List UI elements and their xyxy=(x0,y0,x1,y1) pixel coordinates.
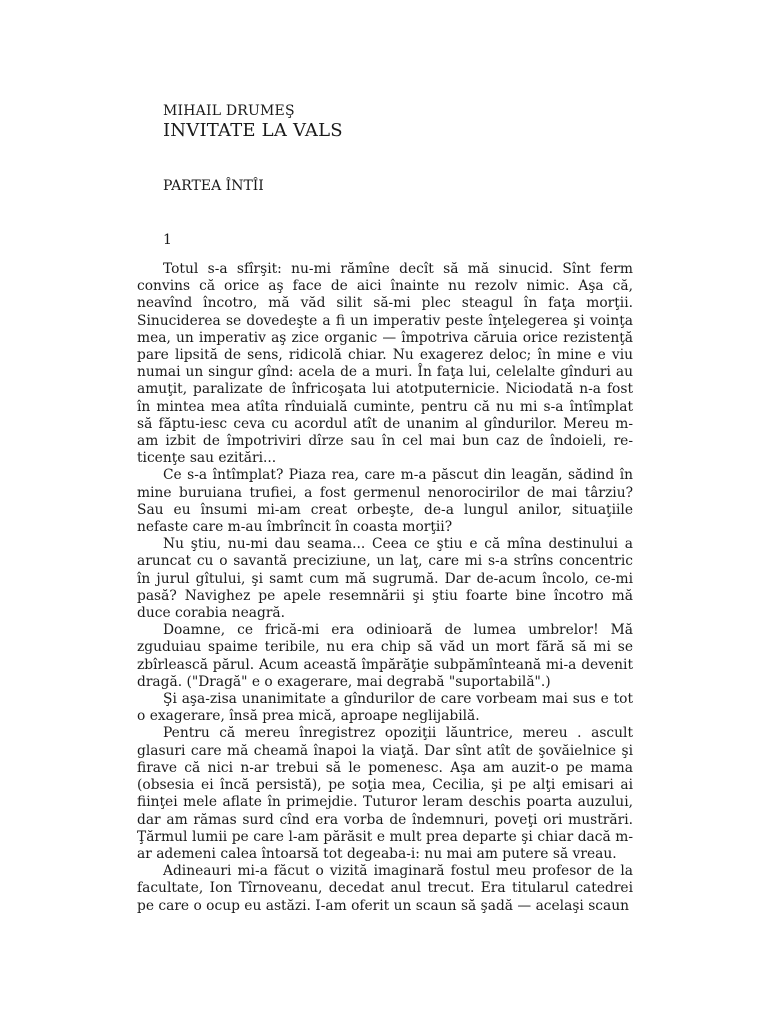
author-name: MIHAIL DRUMEŞ xyxy=(163,103,295,119)
paragraph: Pentru că mereu înregistrez opoziţii lăuntrice, mereu . ascult glasuri care mă cheamă înapoi la viaţă. Dar sînt atît de şovăielnice şi firave că nici n-ar trebui să le pomenesc. Aşa am auzit-o pe mama (obsesia ei încă persistă), pe soţia mea, Cecilia, şi pe alţi emisari ai fiinţei mele aflate în primejdie. Tuturor leram deschis poarta auzului, dar am rămas surd cînd era vorba de îndemnuri, poveţi ori mustrări. Ţărmul lumii pe care l-am părăsit e mult prea departe şi chiar dacă m-ar ademeni calea întoarsă tot degeaba-i: nu mai am putere să vreau. xyxy=(137,725,633,862)
paragraph: Totul s-a sfîrşit: nu-mi rămîne decît să mă sinucid. Sînt ferm convins că orice aş face de aici înainte nu rezolv nimic. Aşa că, neavînd încotro, mă văd silit să-mi plec steagul în faţa morţii. Sinuciderea se dovedeşte a fi un imperativ peste înţelegerea şi voinţa mea, un imperativ aş zice organic — împotriva căruia orice rezistenţă pare lipsită de sens, ridicolă chiar. Nu exagerez deloc; în mine e viu numai un singur gînd: acela de a muri. În faţa lui, celelalte gînduri au amuţit, paralizate de înfricoşata lui atotputernicie. Niciodată n-a fost în mintea mea atîta rînduială cuminte, pentru că nu mi s-a întîmplat să făptu-iesc ceva cu acordul atît de unanim al gîndurilor. Mereu m-am izbit de împotriviri dîrze sau în cel mai bun caz de îndoieli, re-ticenţe sau ezitări... xyxy=(137,261,633,467)
chapter-number: 1 xyxy=(163,232,172,248)
book-title: INVITATE LA VALS xyxy=(163,120,343,141)
part-heading: PARTEA ÎNTÎI xyxy=(163,178,264,194)
paragraph: Ce s-a întîmplat? Piaza rea, care m-a păscut din leagăn, sădind în mine buruiana trufiei, a fost germenul nenorocirilor de mai târziu? Sau eu însumi mi-am creat orbeşte, de-a lungul anilor, situaţiile nefaste care m-au îmbrîncit în coasta morţii? xyxy=(137,467,633,536)
paragraph: Şi aşa-zisa unanimitate a gîndurilor de care vorbeam mai sus e tot o exagerare, însă prea mică, aproape neglijabilă. xyxy=(137,691,633,725)
paragraph: Nu ştiu, nu-mi dau seama... Ceea ce ştiu e că mîna destinului a aruncat cu o savantă preciziune, un laţ, care mi s-a strîns concentric în jurul gîtului, şi samt cum mă sugrumă. Dar de-acum încolo, ce-mi pasă? Navighez pe apele resemnării şi ştiu foarte bine încotro mă duce corabia neagră. xyxy=(137,536,633,622)
body-text xyxy=(137,261,633,915)
paragraph: Doamne, ce frică-mi era odinioară de lumea umbrelor! Mă zguduiau spaime teribile, nu era chip să văd un mort fără să mi se zbîrlească părul. Acum această împărăţie subpămînteană mi-a devenit dragă. ("Dragă" e o exagerare, mai degrabă "suportabilă".) xyxy=(137,622,633,690)
paragraph: Adineauri mi-a făcut o vizită imaginară fostul meu profesor de la facultate, Ion Tîrnoveanu, decedat anul trecut. Era titularul catedrei pe care o ocup eu astăzi. I-am oferit un scaun să şadă — acelaşi scaun xyxy=(137,863,633,914)
